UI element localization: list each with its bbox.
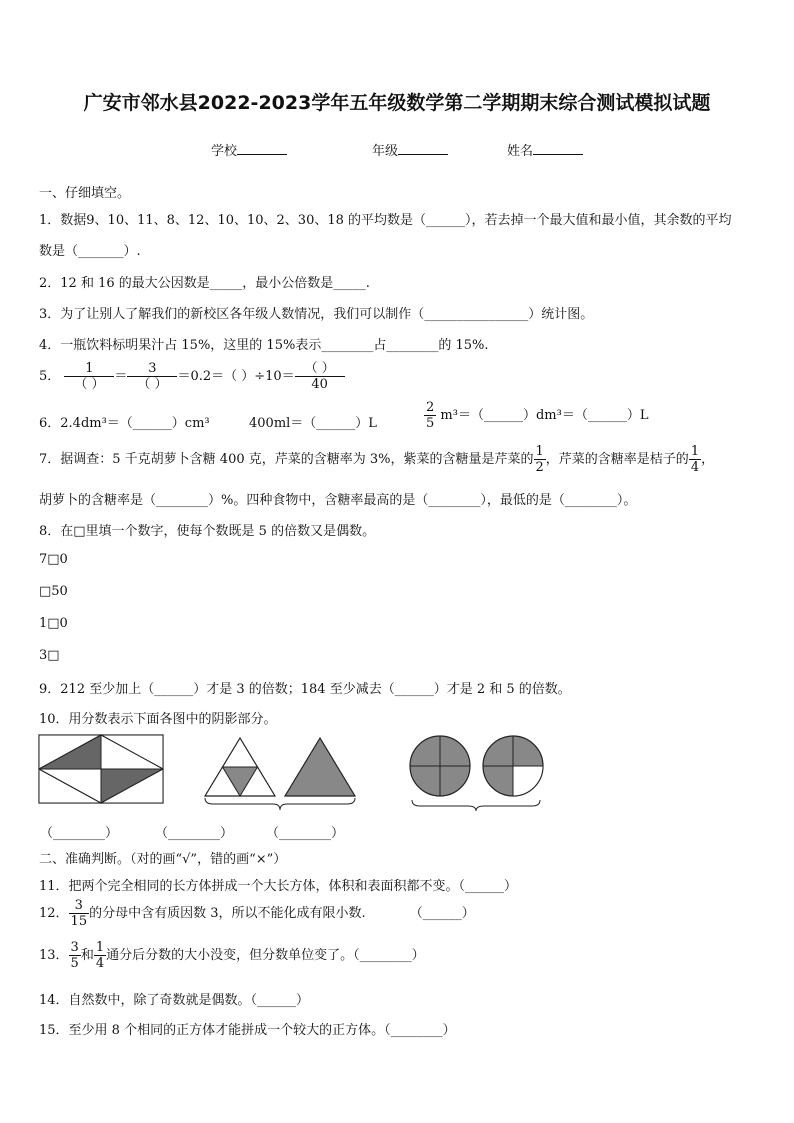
fraction: $\frac{3}{5}$ xyxy=(70,940,79,971)
question-6c: $\frac{2}{5}$ m³＝（______）dm³＝（______）L xyxy=(426,400,649,431)
fraction: $\frac{1}{( )}$ xyxy=(64,361,114,392)
school-blank[interactable] xyxy=(237,142,287,155)
answer-blank-2[interactable]: （________） xyxy=(155,826,234,841)
question-9: 9．212 至少加上（______）才是 3 的倍数；184 至少减去（______）才是 2 和 5 的倍数。 xyxy=(39,682,571,697)
shaded-triangles-figure xyxy=(203,736,373,812)
question-8-item: 1□0 xyxy=(39,616,68,631)
grade-blank[interactable] xyxy=(398,142,448,155)
shaded-circles-figure xyxy=(408,734,548,812)
fraction: $\frac{1}{2}$ xyxy=(535,444,544,475)
section-2-heading: 二、准确判断。（对的画“√”，错的画“×”） xyxy=(39,852,287,867)
question-1-line2: 数是（_______）. xyxy=(39,244,141,259)
answer-blank[interactable]: （______） xyxy=(409,906,475,921)
question-8-item: 3□ xyxy=(39,648,60,663)
question-4: 4．一瓶饮料标明果汁占 15%，这里的 15%表示________占________的 15%. xyxy=(39,338,489,353)
fraction: $\frac{3}{15}$ xyxy=(70,898,88,929)
fraction: $\frac{3}{( )}$ xyxy=(127,361,177,392)
school-field: 学校 xyxy=(211,140,287,159)
question-15: 15．至少用 8 个相同的正方体才能拼成一个较大的正方体。（________） xyxy=(39,1023,456,1038)
question-5: 5． $\frac{1}{( )}$ ＝ $\frac{3}{( )}$ ＝0.2＝（ ）÷10＝ $\frac{( )}{40}$ xyxy=(39,361,345,392)
question-8-item: □50 xyxy=(39,584,68,599)
question-8-item: 7□0 xyxy=(39,552,68,567)
question-7-line1: 7．据调查：5 千克胡萝卜含糖 400 克，芹菜的含糖率为 3%，紫菜的含糖量是芹菜的 $\frac{1}{2}$ ，芹菜的含糖率是桔子的 $\frac{1}{4}$ ， xyxy=(39,444,715,475)
question-6a: 6．2.4dm³＝（______）cm³ xyxy=(39,416,210,431)
name-field: 姓名 xyxy=(507,140,583,159)
question-12: 12． $\frac{3}{15}$ 的分母中含有质因数 3，所以不能化成有限小数. （______） xyxy=(39,898,475,929)
question-10: 10．用分数表示下面各图中的阴影部分。 xyxy=(39,712,277,727)
fraction: $\frac{1}{4}$ xyxy=(95,940,105,971)
answer-blank-1[interactable]: （________） xyxy=(40,826,119,841)
grade-field: 年级 xyxy=(372,140,448,159)
fraction: $\frac{( )}{40}$ xyxy=(295,361,345,392)
question-1-line1: 1．数据9、10、11、8、12、10、10、2、30、18 的平均数是（______），若去掉一个最大值和最小值，其余数的平均 xyxy=(39,213,732,228)
section-1-heading: 一、仔细填空。 xyxy=(39,186,131,201)
question-11: 11．把两个完全相同的长方体拼成一个大长方体，体积和表面积都不变。（______） xyxy=(39,879,518,894)
answer-blank-3[interactable]: （________） xyxy=(266,826,345,841)
question-14: 14．自然数中，除了奇数就是偶数。（______） xyxy=(39,993,310,1008)
question-7-line2: 胡萝卜的含糖率是（________）%。四种食物中，含糖率最高的是（________），最低的是（________）。 xyxy=(39,493,637,508)
shaded-rectangle-figure xyxy=(38,734,164,804)
fraction: $\frac{2}{5}$ xyxy=(426,400,435,431)
name-blank[interactable] xyxy=(533,142,583,155)
question-6b: 400ml＝（______）L xyxy=(249,416,377,431)
question-3: 3．为了让别人了解我们的新校区各年级人数情况，我们可以制作（________________）统计图。 xyxy=(39,307,594,322)
question-13: 13． $\frac{3}{5}$ 和 $\frac{1}{4}$ 通分后分数的大小没变，但分数单位变了。（________） xyxy=(39,940,425,971)
page-title: 广安市邻水县2022-2023学年五年级数学第二学期期末综合测试模拟试题 xyxy=(83,92,711,114)
question-8: 8．在□里填一个数字，使每个数既是 5 的倍数又是偶数。 xyxy=(39,524,376,539)
question-2: 2．12 和 16 的最大公因数是_____，最小公倍数是_____. xyxy=(39,276,370,291)
fraction: $\frac{1}{4}$ xyxy=(690,444,700,475)
